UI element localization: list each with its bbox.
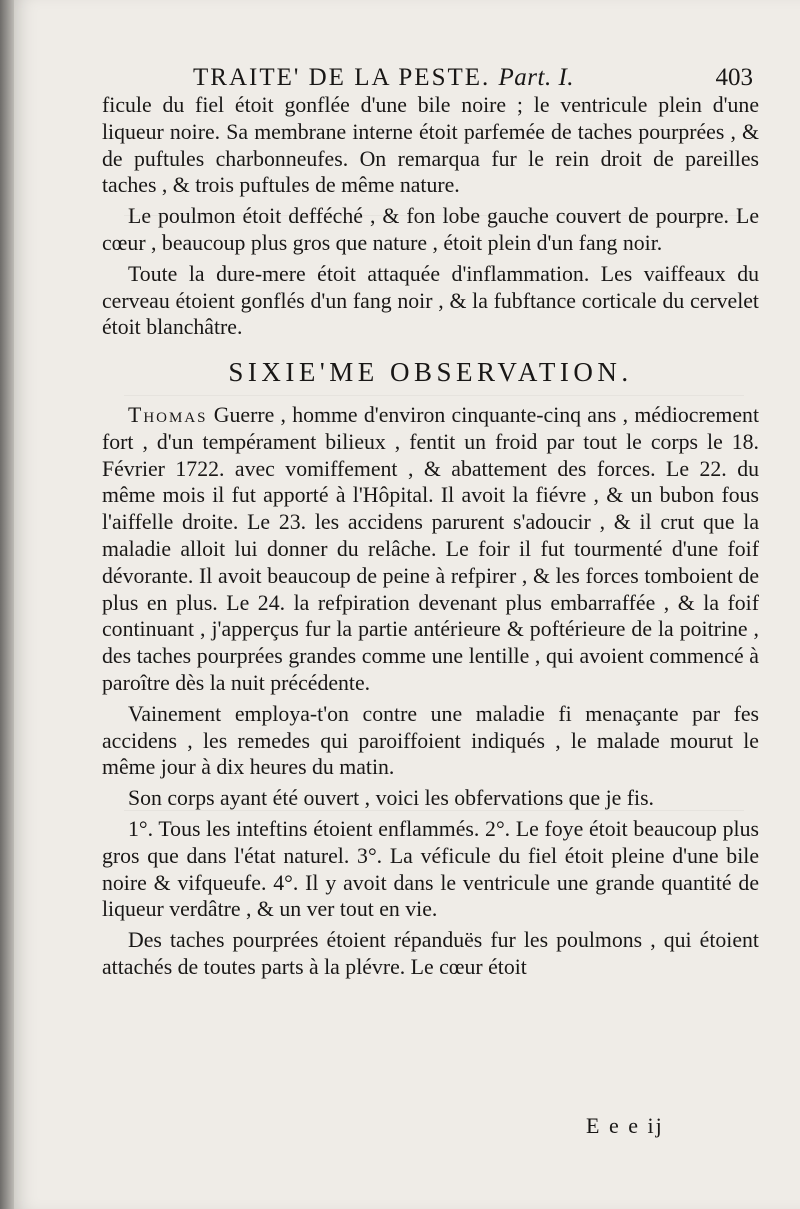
running-title — [193, 64, 574, 92]
paragraph-poumon: Le poulmon étoit defféché , & fon lobe gauche couvert de pourpre. Le cœur , beaucoup plus gros que nature , étoit plein d'un fang noir. — [102, 204, 759, 255]
book-spine-shadow — [0, 0, 14, 1209]
part-label: Part. I. — [498, 64, 575, 91]
paragraph-autopsy-findings: 1°. Tous les inteftins étoient enflammés. 2°. Le foye étoit beaucoup plus gros que dans l'état naturel. 3°. La véficule du fiel étoit pleine d'une bile noire & vifqueufe. 4°. Il y avoit dans le ventricule une grande quantité de liqueur verdâtre , & un ver tout en vie. — [102, 816, 759, 922]
paragraph-autopsy-intro: Son corps ayant été ouvert , voici les obfervations que je fis. — [128, 786, 655, 811]
case-history-text: Guerre , homme d'environ cinquante-cinq ans , médiocrement fort , d'un tempérament bilieux , fentit un froid par tout le corps le 18. Février 1722. avec vomiffement , & abattement des forces. Le 22. du même mois il fut apporté à l'Hôpital. Il avoit la fiévre , & un bubon fous l'aiffelle droite. Le 23. les accidens parurent s'adoucir , & il crut que la maladie alloit lui donner du relâche. Le foir il fut tourmenté d'une foif dévorante. Il avoit beaucoup de peine à refpirer , & les forces tomboient de plus en plus. Le 24. la refpiration devenant plus embarraffée , & la foif continuant , j'apperçus fur la partie antérieure & poftérieure de la poitrine , des taches pourprées grandes comme une lentille , qui avoient commencé à paroître dès la nuit précédente. — [102, 402, 759, 695]
signature-mark: E e e ij — [586, 1113, 664, 1138]
running-title-text: TRAITE' DE LA PESTE. — [193, 64, 491, 91]
paragraph-continued: ficule du fiel étoit gonflée d'une bile noire ; le ventricule plein d'une liqueur noire. Sa membrane interne étoit parfemée de taches pourprées , & de puftules charbonneufes. On remarqua fur le rein droit de pareilles taches , & trois puftules de même nature. — [102, 93, 759, 198]
paragraph-treatment: Vainement employa-t'on contre une maladie fi menaçante par fes accidens , les remedes qui paroiffoient indiqués , le malade mourut le même jour à dix heures du matin. — [102, 701, 759, 780]
paragraph-dure-mere: Toute la dure-mere étoit attaquée d'inflammation. Les vaiffeaux du cerveau étoient gonflés d'un fang noir , & la fubftance corticale du cervelet étoit blanchâtre. — [102, 261, 759, 340]
paragraph-case-history — [102, 402, 759, 697]
page-number: 403 — [715, 64, 753, 91]
patient-name: Thomas — [128, 402, 208, 427]
paragraph-lungs: Des taches pourprées étoient répanduës fur les poulmons , qui étoient attachés de toutes parts à la plévre. Le cœur étoit — [102, 928, 759, 979]
body-text — [102, 92, 759, 985]
section-title: SIXIE'ME OBSERVATION. — [228, 357, 633, 388]
